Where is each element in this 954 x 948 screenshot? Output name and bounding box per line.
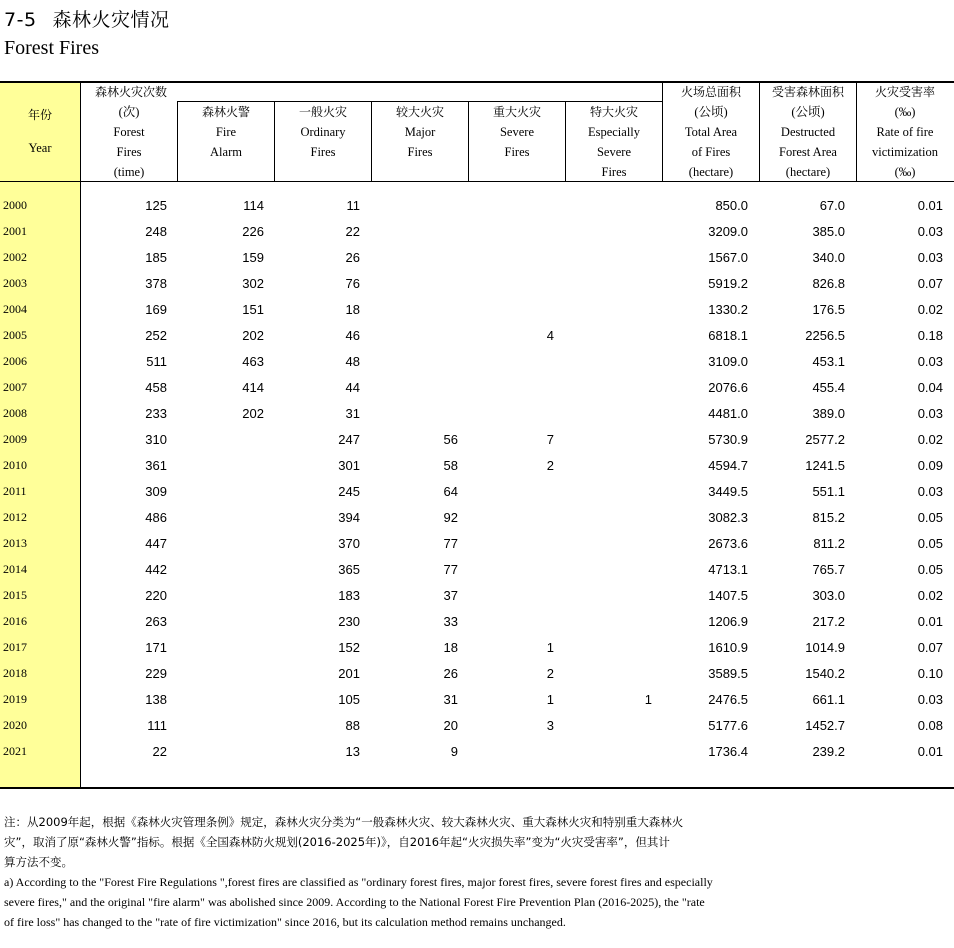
rate-cell: 0.09 (917, 458, 943, 473)
rate-cell: 0.02 (917, 302, 943, 317)
table-row (0, 198, 954, 224)
major-cell: 26 (443, 666, 458, 681)
header-major-en1: Major (404, 125, 436, 139)
note-cn-line1: 注：从2009年起，根据《森林火灾管理条例》规定，森林火灾分类为“一般森林火灾、较大森林火灾、重大森林火灾和特别重大森林火 (4, 815, 684, 829)
table-row (0, 692, 954, 718)
major-cell: 20 (443, 718, 458, 733)
rate-cell: 0.05 (917, 510, 943, 525)
year-cell: 2006 (3, 354, 27, 368)
fire-alarm-cell: 202 (242, 328, 264, 343)
year-cell: 2007 (3, 380, 27, 394)
header-major-en2: Fires (407, 145, 433, 159)
forest-fires-cell: 22 (152, 744, 167, 759)
total-area-cell: 5177.6 (708, 718, 748, 733)
total-area-cell: 850.0 (715, 198, 748, 213)
forest-fires-cell: 511 (146, 354, 167, 369)
total-area-cell: 1407.5 (708, 588, 748, 603)
year-cell: 2008 (3, 406, 27, 420)
fire-alarm-cell: 151 (242, 302, 264, 317)
forest-fires-cell: 263 (145, 614, 167, 629)
year-cell: 2001 (3, 224, 27, 238)
forest-fires-cell: 310 (145, 432, 167, 447)
total-area-cell: 1330.2 (708, 302, 748, 317)
note-cn-line3: 算方法不变。 (4, 855, 73, 869)
table-row (0, 666, 954, 692)
fire-alarm-cell: 202 (242, 406, 264, 421)
header-severe-en1: Severe (499, 125, 534, 139)
major-cell: 18 (443, 640, 458, 655)
total-area-cell: 1610.9 (708, 640, 748, 655)
rate-cell: 0.07 (917, 276, 943, 291)
total-area-cell: 3589.5 (708, 666, 748, 681)
year-cell: 2002 (3, 250, 27, 264)
rate-cell: 0.03 (917, 484, 943, 499)
header-especially-en3: Fires (601, 165, 627, 179)
total-area-cell: 6818.1 (708, 328, 748, 343)
destructed-area-cell: 811.2 (813, 536, 845, 551)
destructed-area-cell: 455.4 (812, 380, 845, 395)
ordinary-cell: 26 (345, 250, 360, 265)
forest-fires-cell: 309 (145, 484, 167, 499)
header-total-area-unit-en: (hectare) (688, 165, 734, 179)
year-cell: 2020 (3, 718, 27, 732)
ordinary-cell: 201 (338, 666, 360, 681)
forest-fires-cell: 220 (145, 588, 167, 603)
table-row (0, 458, 954, 484)
year-cell: 2009 (3, 432, 27, 446)
major-cell: 56 (443, 432, 458, 447)
total-area-cell: 3082.3 (708, 510, 748, 525)
forest-fires-cell: 185 (145, 250, 167, 265)
forest-fires-cell: 233 (145, 406, 167, 421)
table-row (0, 562, 954, 588)
severe-cell: 7 (546, 432, 554, 447)
rate-cell: 0.01 (917, 198, 943, 213)
destructed-area-cell: 239.2 (812, 744, 845, 759)
fire-alarm-cell: 302 (242, 276, 264, 291)
header-destructed-en2: Forest Area (779, 145, 837, 159)
ordinary-cell: 301 (338, 458, 360, 473)
table-row (0, 354, 954, 380)
destructed-area-cell: 389.0 (812, 406, 845, 421)
major-cell: 37 (443, 588, 458, 603)
rate-cell: 0.03 (917, 354, 943, 369)
destructed-area-cell: 67.0 (819, 198, 845, 213)
rate-cell: 0.03 (917, 692, 943, 707)
rate-cell: 0.05 (917, 536, 943, 551)
header-forest-fires-cn: 森林火灾次数 (94, 85, 167, 99)
header-fire-alarm-cn: 森林火警 (201, 105, 250, 119)
header-especially-en2: Severe (596, 145, 631, 159)
header-especially-en1: Especially (587, 125, 641, 139)
severe-cell: 3 (546, 718, 554, 733)
fire-alarm-cell: 463 (242, 354, 264, 369)
destructed-area-cell: 826.8 (812, 276, 845, 291)
ordinary-cell: 18 (345, 302, 360, 317)
header-year-cn: 年份 (27, 108, 52, 122)
rate-cell: 0.05 (917, 562, 943, 577)
forest-fires-cell: 138 (145, 692, 167, 707)
header-rate-en1: Rate of fire (876, 125, 934, 139)
rate-cell: 0.03 (917, 224, 943, 239)
header-rate-cn: 火灾受害率 (874, 85, 935, 99)
especially-severe-cell: 1 (644, 692, 652, 707)
destructed-area-cell: 303.0 (812, 588, 845, 603)
total-area-cell: 5730.9 (708, 432, 748, 447)
table-row (0, 484, 954, 510)
year-cell: 2016 (3, 614, 27, 628)
ordinary-cell: 245 (338, 484, 360, 499)
ordinary-cell: 105 (338, 692, 360, 707)
year-cell: 2010 (3, 458, 27, 472)
ordinary-cell: 31 (345, 406, 360, 421)
destructed-area-cell: 1540.2 (805, 666, 845, 681)
severe-cell: 1 (546, 640, 554, 655)
rate-cell: 0.18 (917, 328, 943, 343)
total-area-cell: 1206.9 (708, 614, 748, 629)
forest-fires-cell: 169 (145, 302, 167, 317)
header-total-area-cn: 火场总面积 (680, 85, 741, 99)
rate-cell: 0.01 (917, 744, 943, 759)
total-area-cell: 2673.6 (708, 536, 748, 551)
header-severe-cn: 重大火灾 (492, 105, 541, 119)
forest-fires-cell: 447 (145, 536, 167, 551)
severe-cell: 4 (546, 328, 554, 343)
severe-cell: 1 (546, 692, 554, 707)
major-cell: 33 (443, 614, 458, 629)
year-cell: 2004 (3, 302, 27, 316)
destructed-area-cell: 2256.5 (805, 328, 845, 343)
header-destructed-unit-cn: (公顷) (791, 105, 825, 119)
table-row (0, 588, 954, 614)
major-cell: 31 (443, 692, 458, 707)
table-row (0, 328, 954, 354)
total-area-cell: 3109.0 (708, 354, 748, 369)
note-cn-line2: 灾”，取消了原“森林火警”指标。根据《全国森林防火规划(2016-2025年)》，自2016年起“火灾损失率”变为“火灾受害率”，但其计 (4, 835, 670, 849)
forest-fires-cell: 248 (145, 224, 167, 239)
ordinary-cell: 46 (345, 328, 360, 343)
ordinary-cell: 230 (338, 614, 360, 629)
table-bottom-rule (0, 787, 954, 789)
table-row (0, 302, 954, 328)
table-row (0, 380, 954, 406)
year-cell: 2019 (3, 692, 27, 706)
table-row (0, 510, 954, 536)
header-destructed-en1: Destructed (780, 125, 836, 139)
table-row (0, 744, 954, 770)
year-cell: 2013 (3, 536, 27, 550)
year-cell: 2000 (3, 198, 27, 212)
table-title-cn-text: 森林火灾情况 (52, 9, 170, 31)
ordinary-cell: 44 (345, 380, 360, 395)
total-area-cell: 3209.0 (708, 224, 748, 239)
header-forest-fires-unit-en: (time) (113, 165, 145, 179)
note-en-line3: of fire loss" has changed to the "rate of fire victimization" since 2016, but its calculation method remains unchanged. (4, 915, 566, 929)
destructed-area-cell: 453.1 (812, 354, 845, 369)
major-cell: 64 (443, 484, 458, 499)
table-row (0, 224, 954, 250)
ordinary-cell: 247 (338, 432, 360, 447)
header-year-en: Year (28, 141, 52, 155)
ordinary-cell: 370 (338, 536, 360, 551)
rate-cell: 0.03 (917, 250, 943, 265)
table-row (0, 536, 954, 562)
rate-cell: 0.10 (917, 666, 943, 681)
header-total-area-unit-cn: (公顷) (694, 105, 728, 119)
header-forest-fires-en2: Fires (116, 145, 142, 159)
year-cell: 2005 (3, 328, 27, 342)
ordinary-cell: 48 (345, 354, 360, 369)
table-row (0, 250, 954, 276)
rate-cell: 0.02 (917, 432, 943, 447)
forest-fires-cell: 171 (145, 640, 167, 655)
forest-fires-cell: 252 (145, 328, 167, 343)
ordinary-cell: 152 (338, 640, 360, 655)
total-area-cell: 4594.7 (708, 458, 748, 473)
year-cell: 2014 (3, 562, 27, 576)
forest-fires-cell: 458 (145, 380, 167, 395)
forest-fires-cell: 378 (145, 276, 167, 291)
total-area-cell: 2076.6 (708, 380, 748, 395)
header-total-area-en2: of Fires (691, 145, 731, 159)
ordinary-cell: 76 (345, 276, 360, 291)
rate-cell: 0.08 (917, 718, 943, 733)
total-area-cell: 2476.5 (708, 692, 748, 707)
rate-cell: 0.03 (917, 406, 943, 421)
fire-alarm-cell: 114 (243, 198, 264, 213)
header-ordinary-en2: Fires (310, 145, 336, 159)
forest-fires-cell: 229 (145, 666, 167, 681)
destructed-area-cell: 1452.7 (805, 718, 845, 733)
destructed-area-cell: 340.0 (812, 250, 845, 265)
ordinary-cell: 394 (338, 510, 360, 525)
severe-cell: 2 (546, 458, 554, 473)
destructed-area-cell: 661.1 (812, 692, 845, 707)
total-area-cell: 4481.0 (708, 406, 748, 421)
major-cell: 77 (443, 536, 458, 551)
forest-fires-cell: 125 (145, 198, 167, 213)
fire-alarm-cell: 159 (242, 250, 264, 265)
table-row (0, 640, 954, 666)
table-row (0, 614, 954, 640)
ordinary-cell: 183 (338, 588, 360, 603)
note-en-line2: severe fires," and the original "fire alarm" was abolished since 2009. According to the National Forest Fire Prevention Plan (2016-2025), the "rate (4, 895, 705, 909)
header-ordinary-cn: 一般火灾 (298, 105, 347, 119)
major-cell: 58 (443, 458, 458, 473)
destructed-area-cell: 1241.5 (805, 458, 845, 473)
destructed-area-cell: 385.0 (812, 224, 845, 239)
rate-cell: 0.07 (917, 640, 943, 655)
destructed-area-cell: 176.5 (812, 302, 845, 317)
note-en-line1: a) According to the "Forest Fire Regulations ",forest fires are classified as "ordinary forest fires, major forest fires, severe forest fires and especially (4, 875, 713, 889)
ordinary-cell: 11 (346, 198, 360, 213)
header-forest-fires-unit-cn: (次) (118, 105, 140, 119)
major-cell: 9 (450, 744, 458, 759)
destructed-area-cell: 1014.9 (805, 640, 845, 655)
header-total-area-en1: Total Area (684, 125, 738, 139)
ordinary-cell: 365 (338, 562, 360, 577)
rate-cell: 0.01 (917, 614, 943, 629)
header-rate-unit-cn: (‰) (894, 105, 916, 119)
forest-fires-cell: 442 (145, 562, 167, 577)
header-rate-en2: victimization (872, 145, 938, 159)
destructed-area-cell: 551.1 (812, 484, 845, 499)
table-title-cn (4, 5, 170, 32)
header-severe-en2: Fires (504, 145, 530, 159)
header-fire-alarm-en2: Alarm (210, 145, 242, 159)
forest-fires-cell: 361 (145, 458, 167, 473)
header-ordinary-en1: Ordinary (300, 125, 346, 139)
table-row (0, 718, 954, 744)
year-cell: 2012 (3, 510, 27, 524)
header-destructed-unit-en: (hectare) (785, 165, 831, 179)
year-cell: 2011 (3, 484, 27, 498)
major-cell: 77 (443, 562, 458, 577)
header-especially-cn: 特大火灾 (589, 105, 638, 119)
total-area-cell: 5919.2 (708, 276, 748, 291)
table-row (0, 406, 954, 432)
table-number: 7-5 (4, 9, 37, 31)
fire-alarm-cell: 226 (242, 224, 264, 239)
destructed-area-cell: 2577.2 (805, 432, 845, 447)
total-area-cell: 4713.1 (708, 562, 748, 577)
table-row (0, 432, 954, 458)
destructed-area-cell: 815.2 (812, 510, 845, 525)
fire-alarm-cell: 414 (242, 380, 264, 395)
header-destructed-cn: 受害森林面积 (771, 85, 844, 99)
destructed-area-cell: 765.7 (812, 562, 845, 577)
header-rate-unit-en: (‰) (894, 165, 916, 179)
major-cell: 92 (443, 510, 458, 525)
table-title-en: Forest Fires (4, 37, 99, 59)
table-notes (4, 812, 954, 932)
header-forest-fires-en1: Forest (113, 125, 145, 139)
ordinary-cell: 22 (345, 224, 360, 239)
header-major-cn: 较大火灾 (395, 105, 444, 119)
ordinary-cell: 13 (345, 744, 360, 759)
year-cell: 2021 (3, 744, 27, 758)
year-cell: 2017 (3, 640, 27, 654)
forest-fires-cell: 111 (147, 718, 167, 733)
ordinary-cell: 88 (345, 718, 360, 733)
year-cell: 2018 (3, 666, 27, 680)
year-cell: 2003 (3, 276, 27, 290)
total-area-cell: 1567.0 (708, 250, 748, 265)
header-fire-alarm-en1: Fire (215, 125, 237, 139)
total-area-cell: 1736.4 (708, 744, 748, 759)
total-area-cell: 3449.5 (708, 484, 748, 499)
destructed-area-cell: 217.2 (812, 614, 845, 629)
table-row (0, 276, 954, 302)
rate-cell: 0.02 (917, 588, 943, 603)
severe-cell: 2 (546, 666, 554, 681)
rate-cell: 0.04 (917, 380, 943, 395)
year-cell: 2015 (3, 588, 27, 602)
forest-fires-cell: 486 (145, 510, 167, 525)
